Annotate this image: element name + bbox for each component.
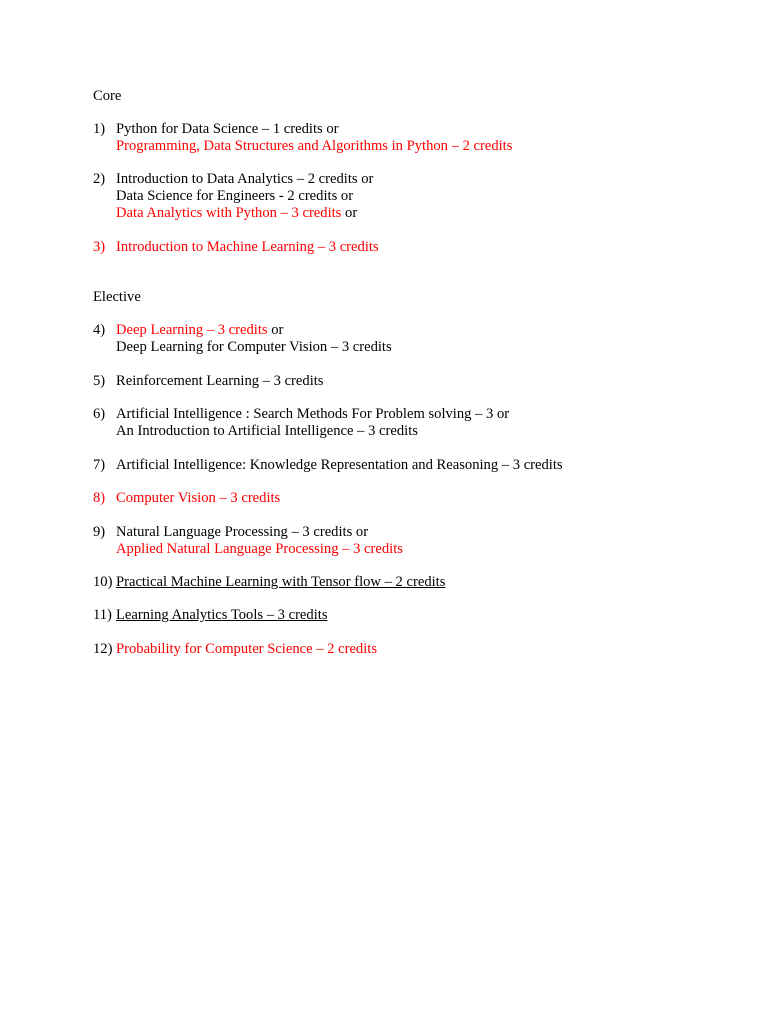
course-line: Natural Language Processing – 3 credits or xyxy=(116,524,369,540)
item-number: 2) xyxy=(93,171,106,187)
course-line: Data Science for Engineers - 2 credits or xyxy=(116,188,354,204)
course-line: An Introduction to Artificial Intelligence – 3 credits xyxy=(116,423,418,439)
course-line: Deep Learning for Computer Vision – 3 credits xyxy=(116,339,392,355)
elective-heading: Elective xyxy=(93,289,141,305)
course-line: Introduction to Data Analytics – 2 credits or xyxy=(116,171,374,187)
course-line-highlighted: Programming, Data Structures and Algorithms in Python – 2 credits xyxy=(116,138,513,154)
item-number: 6) xyxy=(93,406,106,422)
item-number: 11) xyxy=(93,607,112,623)
course-line-underlined: Learning Analytics Tools – 3 credits xyxy=(116,607,328,623)
course-line-mixed xyxy=(116,322,392,339)
course-line: Reinforcement Learning – 3 credits xyxy=(116,373,324,389)
item-number: 7) xyxy=(93,457,106,473)
item-number: 12) xyxy=(93,641,113,657)
course-line-underlined: Practical Machine Learning with Tensor flow – 2 credits xyxy=(116,574,446,590)
course-line: Artificial Intelligence : Search Methods For Problem solving – 3 or xyxy=(116,406,510,422)
course-text-or: or xyxy=(341,205,358,221)
core-heading: Core xyxy=(93,88,122,104)
course-text-highlighted: Deep Learning – 3 credits xyxy=(116,322,268,338)
course-line: Python for Data Science – 1 credits or xyxy=(116,121,339,137)
course-line-highlighted: Computer Vision – 3 credits xyxy=(116,490,281,506)
item-number: 9) xyxy=(93,524,106,540)
course-line-highlighted: Applied Natural Language Processing – 3 credits xyxy=(116,541,403,557)
item-number: 8) xyxy=(93,490,106,506)
item-number: 4) xyxy=(93,322,106,338)
item-number: 3) xyxy=(93,239,106,255)
course-line-mixed xyxy=(116,205,373,222)
course-line-highlighted: Probability for Computer Science – 2 credits xyxy=(116,641,378,657)
course-text-highlighted: Data Analytics with Python – 3 credits xyxy=(116,205,342,221)
course-line: Artificial Intelligence: Knowledge Representation and Reasoning – 3 credits xyxy=(116,457,563,473)
course-line-highlighted: Introduction to Machine Learning – 3 credits xyxy=(116,239,379,255)
course-text-or: or xyxy=(267,322,284,338)
item-number: 5) xyxy=(93,373,106,389)
item-number: 1) xyxy=(93,121,106,137)
item-number: 10) xyxy=(93,574,113,590)
